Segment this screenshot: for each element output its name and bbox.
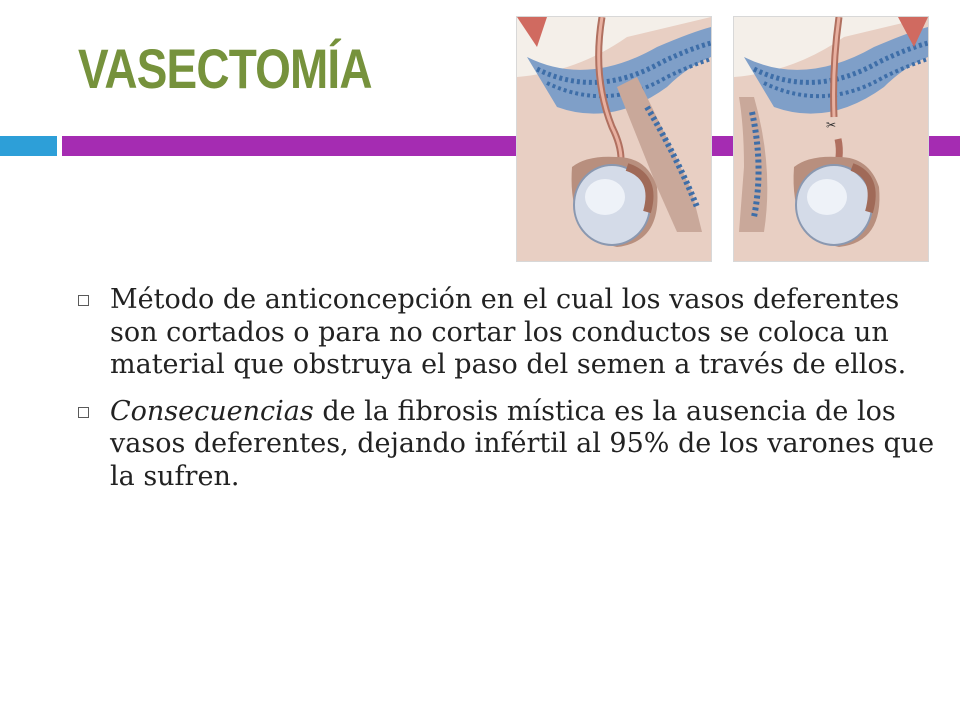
svg-text:✂: ✂: [826, 118, 837, 132]
anatomy-before-image: [516, 16, 712, 262]
bullet-text: Método de anticoncepción en el cual los vasos deferentes son cortados o para no cortar los conductos se coloca un material que obstruya el paso del semen a través de ellos.: [110, 284, 907, 380]
anatomy-before-icon: [517, 17, 711, 261]
slide-title: VASECTOMÍA: [78, 37, 372, 100]
bullet-list: [78, 284, 938, 507]
square-bullet-icon: [78, 295, 89, 306]
list-item: [78, 396, 938, 494]
square-bullet-icon: [78, 407, 89, 418]
list-item: [78, 284, 938, 382]
bullet-lead: Consecuencias: [110, 395, 314, 427]
bullet-text: de la fibrosis mística es la ausencia de los vasos deferentes, dejando infértil al 95% de los varones que la sufren.: [110, 395, 935, 492]
anatomy-after-image: [733, 16, 929, 262]
accent-bar-blue: [0, 136, 57, 156]
anatomy-after-icon: [734, 17, 928, 261]
